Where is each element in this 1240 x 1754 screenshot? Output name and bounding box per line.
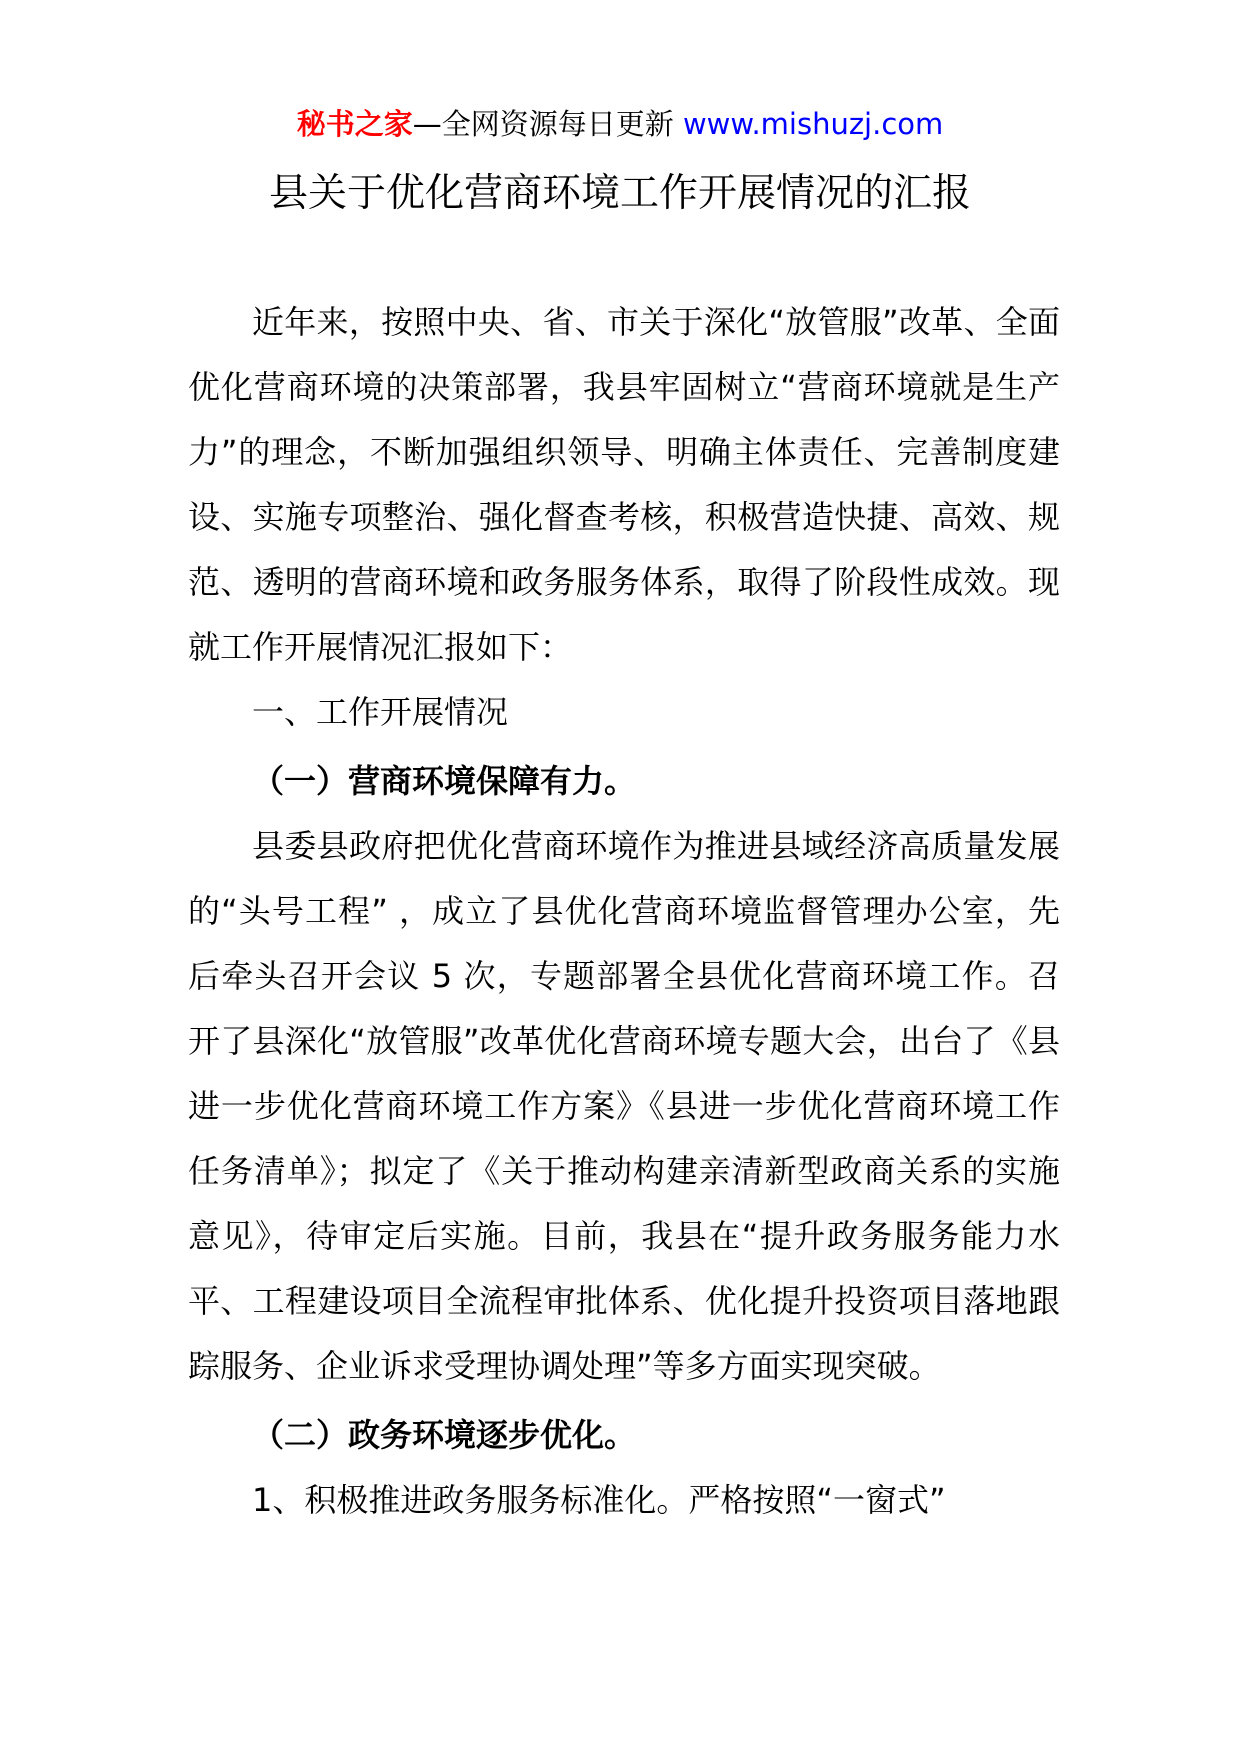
brand-name: 秘书之家 — [296, 107, 413, 141]
body-paragraph: 县委县政府把优化营商环境作为推进县域经济高质量发展的“头号工程” ，成立了县优化营商环境监督管理办公室，先后牵头召开会议 5 次，专题部署全县优化营商环境工作。召开了县深化“放管服”改革优化营商环境专题大会，出台了《县进一步优化营商环境工作方案》《县进一步优化营商环境工作任务清单》；拟定了《关于推动构建亲清新型政商关系的实施意见》，待审定后实施。目前，我县在“提升政务服务能力水平、工程建设项目全流程审批体系、优化提升投资项目落地跟踪服务、企业诉求受理协调处理”等多方面实现突破。 — [188, 827, 1060, 1385]
subsection-heading: （二）政务环境逐步优化。 — [252, 1416, 637, 1454]
document-body — [188, 290, 1060, 1533]
subsection-heading: （一）营商环境保障有力。 — [252, 762, 637, 800]
section-heading: 一、工作开展情况 — [252, 693, 509, 731]
header-tagline: —全网资源每日更新 — [412, 107, 683, 141]
site-header — [0, 104, 1240, 144]
body-paragraph: 1、积极推进政务服务标准化。严格按照“一窗式” — [252, 1481, 946, 1519]
site-url[interactable]: www.mishuzj.com — [682, 107, 944, 141]
intro-paragraph: 近年来，按照中央、省、市关于深化“放管服”改革、全面优化营商环境的决策部署，我县牢固树立“营商环境就是生产力”的理念，不断加强组织领导、明确主体责任、完善制度建设、实施专项整治、强化督查考核，积极营造快捷、高效、规范、透明的营商环境和政务服务体系，取得了阶段性成效。现就工作开展情况汇报如下： — [188, 303, 1060, 666]
document-title: 县关于优化营商环境工作开展情况的汇报 — [268, 171, 971, 216]
